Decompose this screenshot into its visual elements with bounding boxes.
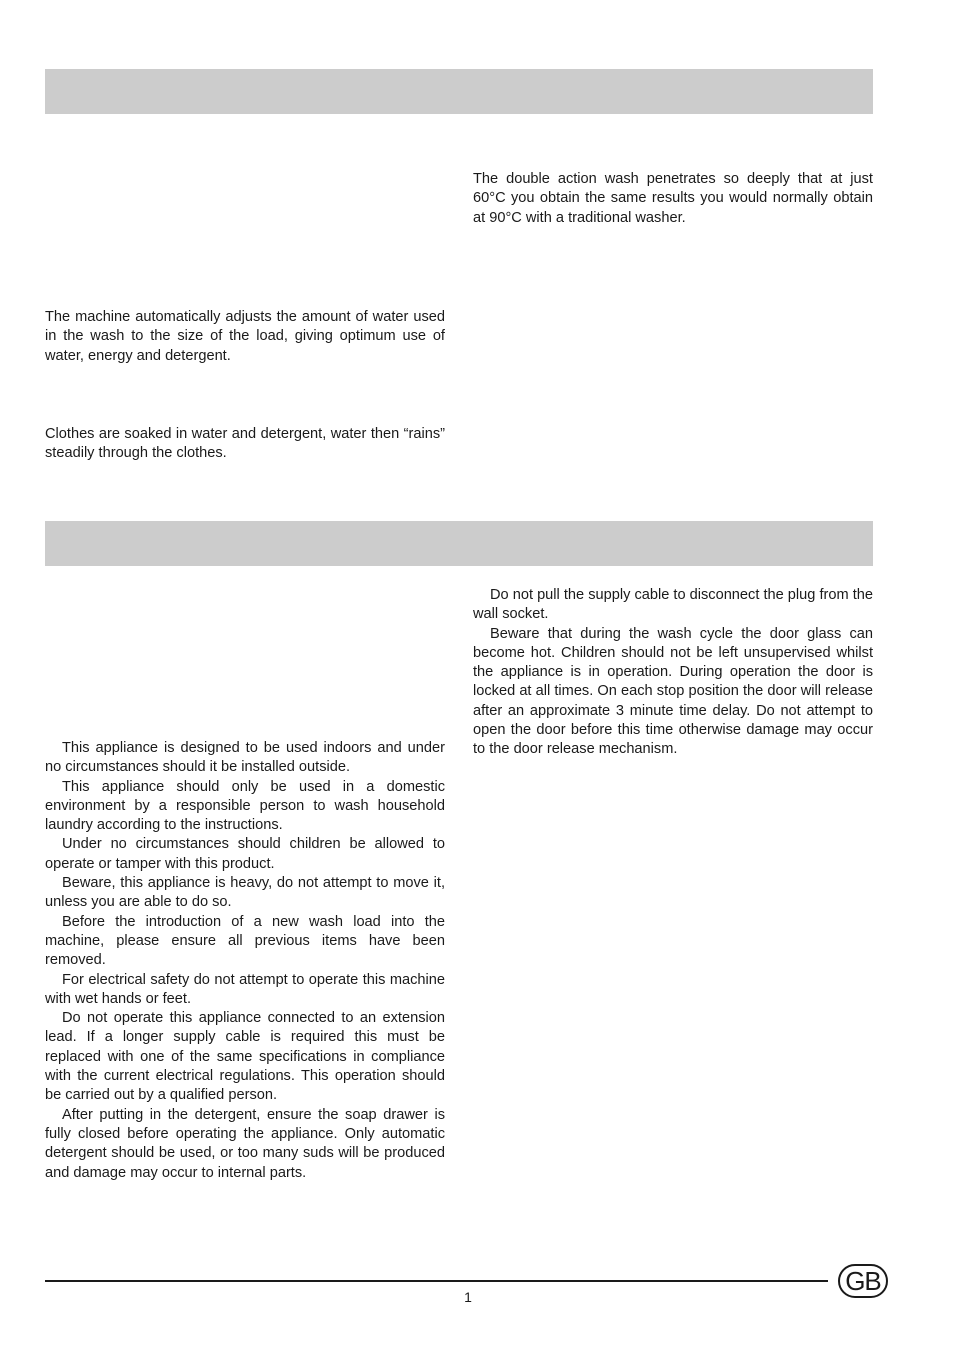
paragraph: Beware that during the wash cycle the door glass can become hot. Children should not be left unsupervised whilst the appliance is in operation. During operation the door is locked at all times. On each stop position the door will release after an approximate 3 minute time delay. Do not attempt to open the door before this time otherwise damage may occur to the door release mechanism. (473, 625, 873, 758)
paragraph: For electrical safety do not attempt to operate this machine with wet hands or feet. (45, 971, 445, 1007)
section2-left-column (45, 739, 445, 1183)
paragraph: This appliance is designed to be used indoors and under no circumstances should it be installed outside. (45, 740, 445, 776)
paragraph: Before the introduction of a new wash load into the machine, please ensure all previous items have been removed. (45, 913, 445, 969)
paragraph: Under no circumstances should children be allowed to operate or tamper with this product. (45, 836, 445, 872)
paragraph: Clothes are soaked in water and detergent, water then “rains” steadily through the clothes. (45, 426, 445, 462)
section-header-band-2 (45, 521, 873, 566)
paragraph: Beware, this appliance is heavy, do not attempt to move it, unless you are able to do so. (45, 875, 445, 911)
section-header-band-1 (45, 69, 873, 114)
country-badge: GB (838, 1264, 888, 1298)
section1-right-text (473, 170, 873, 228)
section1-left-text-1 (45, 308, 445, 366)
paragraph: Do not pull the supply cable to disconnect the plug from the wall socket. (473, 587, 873, 623)
page-number: 1 (464, 1289, 472, 1305)
paragraph: Do not operate this appliance connected to an extension lead. If a longer supply cable is required this must be replaced with one of the same specifications in compliance with the current electrical regulations. This operation should be carried out by a qualified person. (45, 1010, 445, 1104)
section1-left-text-2 (45, 425, 445, 464)
paragraph: After putting in the detergent, ensure the soap drawer is fully closed before operating the appliance. Only automatic detergent should be used, or too many suds will be produced and damage may occur to internal parts. (45, 1106, 445, 1181)
section2-right-column (473, 586, 873, 760)
paragraph: The double action wash penetrates so deeply that at just 60°C you obtain the same results you would normally obtain at 90°C with a traditional washer. (473, 171, 873, 226)
footer-rule (45, 1280, 828, 1282)
paragraph: This appliance should only be used in a domestic environment by a responsible person to wash household laundry according to the instructions. (45, 778, 445, 834)
paragraph: The machine automatically adjusts the amount of water used in the wash to the size of the load, giving optimum use of water, energy and detergent. (45, 309, 445, 364)
